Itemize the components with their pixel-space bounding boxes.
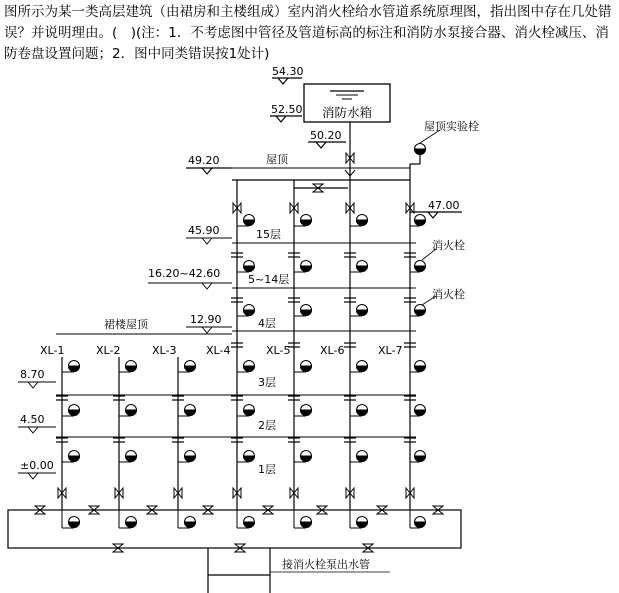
elevation-52-50 bbox=[270, 103, 303, 122]
pump-outlet-connection bbox=[208, 548, 390, 593]
svg-text:屋顶实验栓: 屋顶实验栓 bbox=[424, 120, 479, 133]
roof-elevation bbox=[186, 153, 410, 174]
svg-text:49.20: 49.20 bbox=[188, 154, 220, 167]
hydrant-label-1: 消火栓 bbox=[432, 239, 465, 252]
svg-text:XL-7: XL-7 bbox=[378, 344, 403, 357]
roof-test-hydrant bbox=[410, 119, 479, 180]
svg-text:12.90: 12.90 bbox=[190, 313, 222, 326]
svg-text:45.90: 45.90 bbox=[188, 224, 220, 237]
floor-3: 3层 bbox=[258, 376, 276, 389]
svg-text:XL-5: XL-5 bbox=[266, 344, 291, 357]
svg-text:±0.00: ±0.00 bbox=[20, 459, 54, 472]
elevation-50-20 bbox=[308, 129, 346, 148]
svg-text:XL-6: XL-6 bbox=[320, 344, 345, 357]
tank-label: 消防水箱 bbox=[321, 105, 373, 120]
floor-5-14: 5~14层 bbox=[248, 273, 290, 286]
svg-text:50.20: 50.20 bbox=[310, 129, 342, 142]
floor-1: 1层 bbox=[258, 463, 276, 476]
elevation-54-30 bbox=[272, 65, 304, 84]
basement-hydrants bbox=[69, 517, 426, 528]
svg-text:54.30: 54.30 bbox=[272, 65, 304, 78]
riser-labels bbox=[40, 344, 402, 357]
svg-text:XL-2: XL-2 bbox=[96, 344, 121, 357]
svg-text:XL-3: XL-3 bbox=[152, 344, 177, 357]
question-text: 图所示为某一类高层建筑（由裙房和主楼组成）室内消火栓给水管道系统原理图，指出图中存在几处错误？并说明理由。( )(注：1．不考虑图中管径及管道标高的标注和消防水泵接合器、消火栓减压、消防卷盘设置问题；2．图中同类错误按1处计) bbox=[4, 4, 612, 62]
floor-2: 2层 bbox=[258, 419, 276, 432]
svg-text:屋顶: 屋顶 bbox=[266, 153, 288, 166]
svg-text:16.20~42.60: 16.20~42.60 bbox=[148, 267, 221, 280]
fire-water-tank bbox=[304, 84, 390, 122]
svg-text:4.50: 4.50 bbox=[20, 413, 45, 426]
hydrant-label-2: 消火栓 bbox=[432, 288, 465, 301]
svg-text:8.70: 8.70 bbox=[20, 368, 45, 381]
svg-text:接消火栓泵出水管: 接消火栓泵出水管 bbox=[282, 558, 370, 571]
lower-hydrants bbox=[69, 361, 426, 462]
floor-15: 15层 bbox=[256, 228, 281, 241]
floor-4: 4层 bbox=[258, 317, 276, 330]
svg-text:XL-4: XL-4 bbox=[206, 344, 231, 357]
svg-text:52.50: 52.50 bbox=[271, 103, 303, 116]
svg-text:47.00: 47.00 bbox=[428, 199, 460, 212]
svg-text:裙楼屋顶: 裙楼屋顶 bbox=[104, 318, 148, 331]
svg-text:XL-1: XL-1 bbox=[40, 344, 65, 357]
